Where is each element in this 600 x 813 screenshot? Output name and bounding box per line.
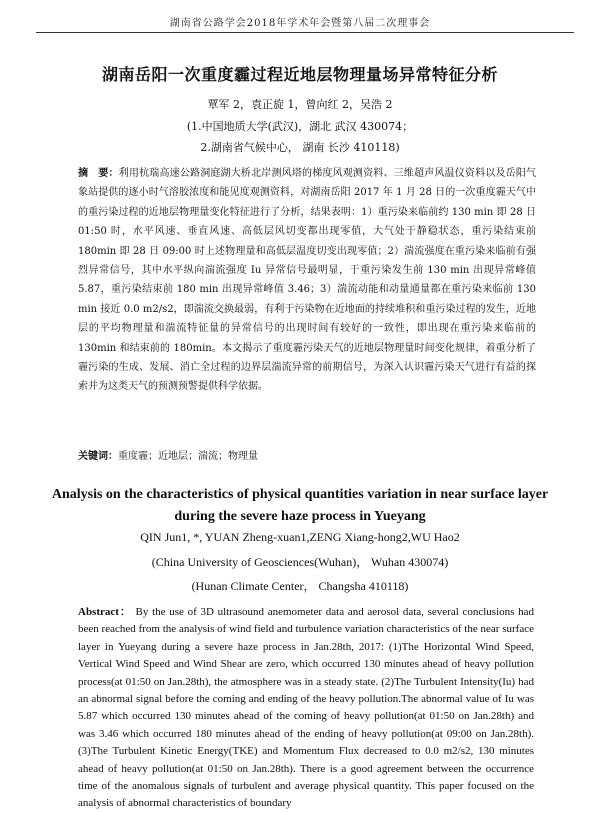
english-title: Analysis on the characteristics of physical quantities variation in near surface layer during the severe haze process in Yueyang: [51, 487, 549, 524]
english-abstract-text: By the use of 3D ultrasound anemometer data and aerosol data, several conclusions had been reached from the analysis of wind field and turbulence variation characteristics of the near surface layer in Yueyang during a severe haze process in Jan.28th, 2017: (1)The Horizontal Wind Speed, Vertical Wind Speed and Wind Shear are zero, which occurred 130 minutes ahead of heavy pollution process(at 01:50 on Jan.28th), the atmosphere was in a steady state. (2)The Turbulent Intensity(Iu) had an abnormal signal before the coming and ending of the heavy pollution.The abnormal value of Iu was 5.87 which occurred 130 minutes ahead of the coming of heavy pollution(at 01:50 on Jan.28th) and was 3.46 which occurred 180 minutes ahead of the ending of heavy pollution(at 09:00 on Jan.28th). (3)The Turbulent Kinetic Energy(TKE) and Momentum Flux decreased to 0.0 m2/s2, 130 minutes ahead of heavy pollution(at 01:50 on Jan.28th). There is a good agreement between the occurrence time of the anomalous signals of turbulent and average physical quantity. This paper focused on the analysis of abnormal characteristics of boundary: [78, 606, 535, 810]
header-rule: [36, 32, 574, 33]
chinese-abstract-label: 摘 要：: [78, 168, 119, 179]
chinese-authors: 覃军 2，袁正旋 1，曾向红 2，吴浩 2: [207, 98, 393, 111]
chinese-title: 湖南岳阳一次重度霾过程近地层物理量场异常特征分析: [101, 65, 498, 84]
chinese-keywords-text: 重度霾；近地层；湍流；物理量: [118, 451, 258, 462]
chinese-affiliation-2: 2.湖南省气候中心， 湖南 长沙 410118): [200, 141, 400, 154]
english-affiliation-1: (China University of Geosciences(Wuhan)， Wuhan 430074): [151, 555, 449, 569]
chinese-abstract-text: 利用杭瑞高速公路洞庭湖大桥北岸测风塔的梯度风观测资料、三维超声风温仪资料以及岳阳气象站提供的逐小时气溶胶浓度和能见度观测资料，对湖南岳阳 2017 年 1 月 28 日的一次重度霾天气中的重污染过程的近地层物理量变化特征进行了分析，结果表明：1）重污染来临前约 130 min 即 28 日 01:50 时，水平风速、垂直风速、高低层风切变都出现零值，大气处于静稳状态，重污染结束前 180min 即 28 日 09:00 时上述物理量和高低层温度切变出现零值；2）湍流强度在重污染来临前有强烈异常信号，其中水平纵向湍流强度 Iu 异常信号最明显，于重污染发生前 130 min 出现异常峰值 5.87，重污染结束前 180 min 出现异常峰值 3.46；3）湍流动能和动量通量都在重污染来临前 130 min 接近 0.0 m2/s2，即湍流交换最弱，有利于污染物在近地面的持续堆积和重污染过程的发生，近地层的平均物理量和湍流特征量的异常信号的出现时间有较好的一致性，即出现在重污染来临前的 130min 和结束前的 180min。本文揭示了重度霾污染天气的近地层物理量时间变化规律，着重分析了霾污染的生成、发展、消亡全过程的边界层湍流异常的前期信号，为深入认识霾污染天气进行有益的探索并为这类天气的预测预警提供科学依据。: [78, 168, 537, 393]
chinese-keywords: [78, 447, 536, 462]
english-authors: QIN Jun1, *, YUAN Zheng-xuan1,ZENG Xiang-hong2,WU Hao2: [140, 530, 460, 544]
running-header: 湖南省公路学会2018年学术年会暨第八届二次理事会: [169, 18, 431, 29]
english-abstract-label: Abstract：: [78, 606, 132, 618]
english-abstract: [78, 604, 534, 813]
english-affiliation-2: (Hunan Climate Center， Changsha 410118): [191, 579, 409, 593]
chinese-keywords-label: 关键词：: [78, 451, 118, 462]
chinese-abstract: [78, 164, 536, 397]
chinese-affiliation-1: (1.中国地质大学(武汉)，湖北 武汉 430074；: [186, 120, 414, 133]
